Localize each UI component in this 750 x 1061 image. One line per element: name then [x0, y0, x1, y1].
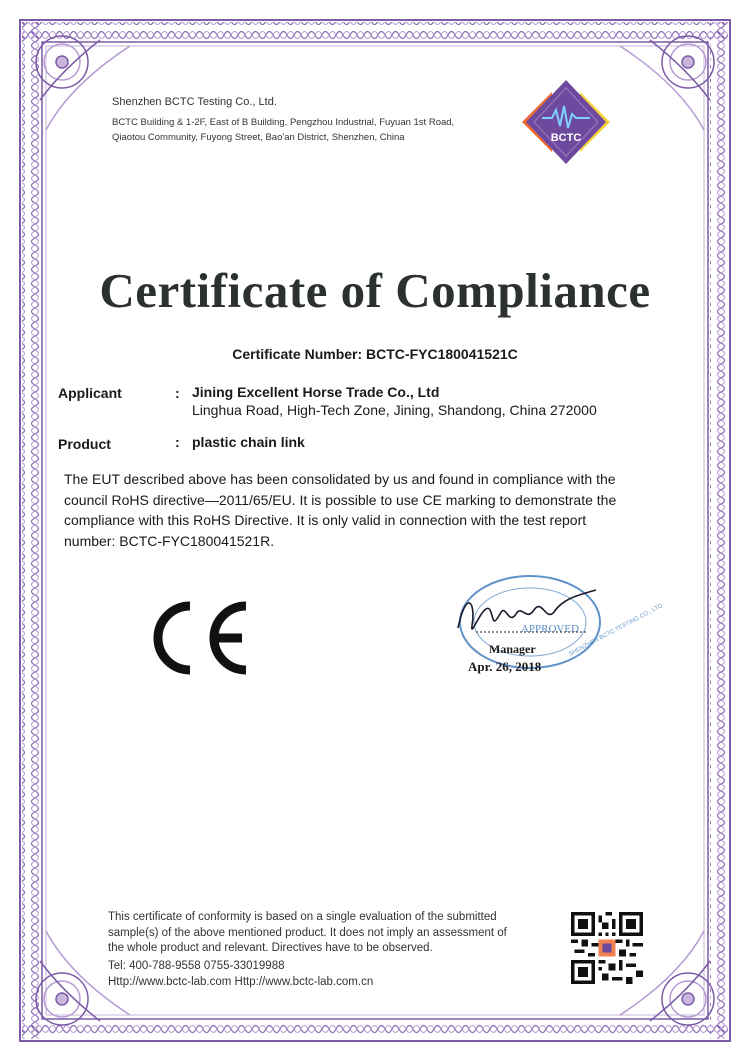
company-address-line1: BCTC Building & 1-2F, East of B Building, Pengzhou Industrial, Fuyuan 1st Road, — [112, 117, 455, 128]
stamp-approved: APPROVED — [520, 623, 580, 635]
product-name: plastic chain link — [192, 434, 305, 450]
footer-disclaimer — [108, 910, 568, 957]
bctc-logo — [500, 78, 632, 166]
certificate-title: Certificate of Compliance — [99, 263, 651, 318]
disclaimer-line1: This certificate of conformity is based on a single evaluation of the submitted — [108, 911, 497, 923]
company-address-line2: Qiaotou Community, Fuyong Street, Bao'an District, Shenzhen, China — [112, 132, 405, 143]
footer-web: Http://www.bctc-lab.com Http://www.bctc-lab.com.cn — [108, 976, 374, 988]
company-address — [112, 115, 492, 145]
disclaimer-line2: sample(s) of the above mentioned product. It does not imply an assessment of — [108, 926, 507, 939]
disclaimer-line3: the whole product and relevant. Directives have to be observed. — [108, 942, 433, 954]
statement-line2: council RoHS directive—2011/65/EU. It is possible to use CE marking to demonstrate the — [64, 491, 617, 508]
company-name: Shenzhen BCTC Testing Co., Ltd. — [112, 96, 277, 108]
footer-tel: Tel: 400-788-9558 0755-33019988 — [108, 960, 285, 972]
qr-code-icon — [571, 912, 643, 984]
manager-label: Manager — [489, 642, 536, 656]
applicant-name: Jining Excellent Horse Trade Co., Ltd — [192, 384, 440, 400]
statement-line4: number: BCTC-FYC180041521R. — [64, 532, 275, 549]
product-label: Product — [58, 436, 111, 452]
product-colon: : — [175, 434, 180, 450]
logo-text: BCTC — [550, 132, 582, 144]
statement-line3: compliance with this RoHS Directive. It is only valid in connection with the test report — [64, 512, 587, 528]
stamp-ring-text: SHENZHEN BCTC TESTING CO., LTD — [568, 603, 664, 658]
statement-line1: The EUT described above has been consolidated by us and found in compliance with the — [64, 471, 616, 487]
applicant-address: Linghua Road, High-Tech Zone, Jining, Shandong, China 272000 — [192, 402, 597, 418]
compliance-statement — [64, 469, 664, 551]
applicant-colon: : — [175, 385, 180, 401]
signature-date: Apr. 26, 2018 — [468, 659, 542, 674]
applicant-label: Applicant — [58, 385, 122, 401]
ce-mark — [150, 598, 250, 678]
certificate-number: Certificate Number: BCTC-FYC180041521C — [232, 346, 518, 362]
